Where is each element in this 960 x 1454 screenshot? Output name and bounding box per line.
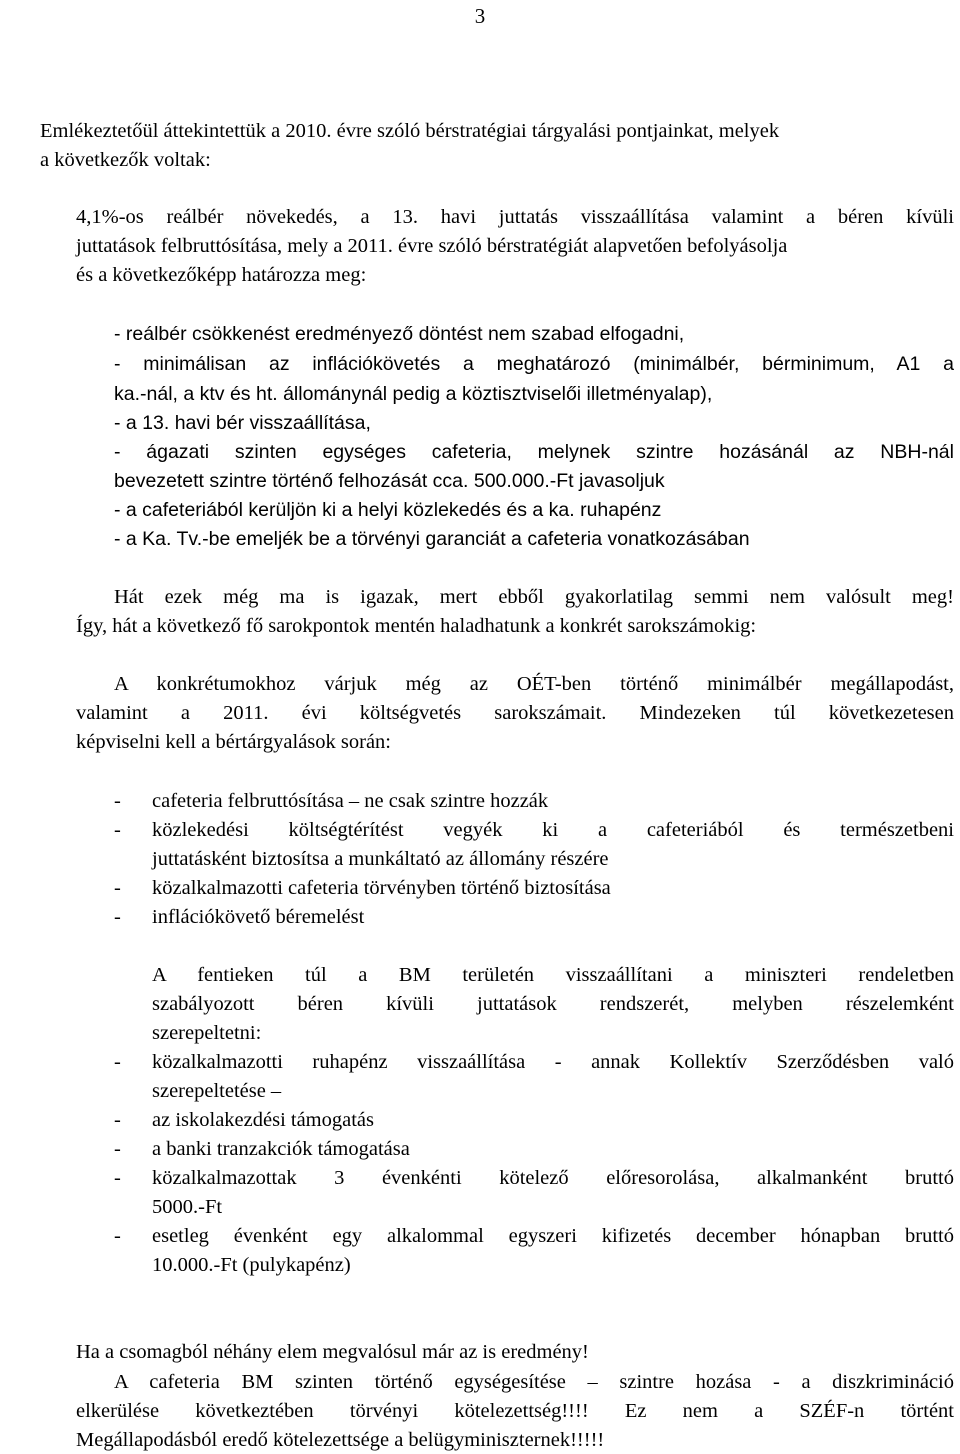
point-6: bevezetett szintre történő felhozását cca. 500.000.-Ft javasoljuk — [114, 470, 665, 492]
concrete-line-1: A konkrétumokhoz várjuk még az OÉT-ben történő minimálbér megállapodást, — [114, 673, 954, 695]
list1-item: cafeteria felbruttósítása – ne csak szintre hozzák — [152, 790, 549, 812]
list2-dash: - — [114, 1051, 121, 1073]
summary-line-2: juttatások felbruttósítása, mely a 2011. évre szóló bérstratégiát alapvetően befolyásolja — [76, 235, 788, 257]
bm-line-3: szerepeltetni: — [152, 1022, 262, 1044]
list2-item: közalkalmazotti ruhapénz visszaállítása - annak Kollektív Szerződésben való — [152, 1051, 954, 1073]
point-1: - reálbér csökkenést eredményező döntést nem szabad elfogadni, — [114, 323, 685, 345]
list1-dash: - — [114, 819, 121, 841]
list1-item: közlekedési költségtérítést vegyék ki a cafeteriából és természetbeni — [152, 819, 954, 841]
concrete-line-2: valamint a 2011. évi költségvetés sarokszámait. Mindezeken túl következetesen — [76, 702, 954, 724]
list2-item: a banki tranzakciók támogatása — [152, 1138, 410, 1160]
point-4: - a 13. havi bér visszaállítása, — [114, 412, 371, 434]
point-7: - a cafeteriából kerüljön ki a helyi közlekedés és a ka. ruhapénz — [114, 499, 662, 521]
point-2: - minimálisan az inflációkövetés a meghatározó (minimálbér, bérminimum, A1 a — [114, 353, 954, 375]
point-5: - ágazati szinten egységes cafeteria, melynek szintre hozásánál az NBH-nál — [114, 441, 954, 463]
conclusion-line-2: Így, hát a következő fő sarokpontok mentén haladhatunk a konkrét sarokszámokig: — [76, 615, 757, 637]
list1-dash: - — [114, 877, 121, 899]
list1-dash: - — [114, 906, 121, 928]
list2-dash: - — [114, 1225, 121, 1247]
list2-item: az iskolakezdési támogatás — [152, 1109, 374, 1131]
list2-item: közalkalmazottak 3 évenkénti kötelező előresorolása, alkalmanként bruttó — [152, 1167, 954, 1189]
list2-dash: - — [114, 1138, 121, 1160]
bm-line-1: A fentieken túl a BM területén visszaállítani a miniszteri rendeletben — [152, 964, 954, 986]
list1-item: közalkalmazotti cafeteria törvényben történő biztosítása — [152, 877, 611, 899]
list2-dash: - — [114, 1167, 121, 1189]
list2-dash: - — [114, 1109, 121, 1131]
list2-item: szerepeltetése – — [152, 1080, 282, 1102]
list1-item: inflációkövető béremelést — [152, 906, 365, 928]
concrete-line-3: képviselni kell a bértárgyalások során: — [76, 731, 391, 753]
intro-line-2: a következők voltak: — [40, 149, 211, 171]
list2-item: 5000.-Ft — [152, 1196, 223, 1218]
page-number: 3 — [474, 4, 486, 28]
list1-item: juttatásként biztosítsa a munkáltató az állomány részére — [152, 848, 609, 870]
closing-line-1: Ha a csomagból néhány elem megvalósul már az is eredmény! — [76, 1341, 589, 1363]
list2-item: esetleg évenként egy alkalommal egyszeri kifizetés december hónapban bruttó — [152, 1225, 954, 1247]
list2-item: 10.000.-Ft (pulykapénz) — [152, 1254, 351, 1276]
point-3: ka.-nál, a ktv és ht. állománynál pedig a köztisztviselői illetményalap), — [114, 383, 713, 405]
closing-line-4: Megállapodásból eredő kötelezettsége a belügyminiszternek!!!!! — [76, 1429, 605, 1451]
summary-line-3: és a következőképp határozza meg: — [76, 264, 367, 286]
closing-line-3: elkerülése következtében törvényi kötelezettség!!!! Ez nem a SZÉF-n történt — [76, 1400, 954, 1422]
summary-line-1: 4,1%-os reálbér növekedés, a 13. havi juttatás visszaállítása valamint a béren kívüli — [76, 206, 954, 228]
closing-line-2: A cafeteria BM szinten történő egységesítése – szintre hozása - a diszkrimináció — [114, 1371, 954, 1393]
bm-line-2: szabályozott béren kívüli juttatások rendszerét, melyben részelemként — [152, 993, 954, 1015]
intro-line-1: Emlékeztetőül áttekintettük a 2010. évre szóló bérstratégiai tárgyalási pontjainkat, melyek — [40, 120, 780, 142]
conclusion-line-1: Hát ezek még ma is igazak, mert ebből gyakorlatilag semmi nem valósult meg! — [114, 586, 954, 608]
point-8: - a Ka. Tv.-be emeljék be a törvényi garanciát a cafeteria vonatkozásában — [114, 528, 750, 550]
list1-dash: - — [114, 790, 121, 812]
